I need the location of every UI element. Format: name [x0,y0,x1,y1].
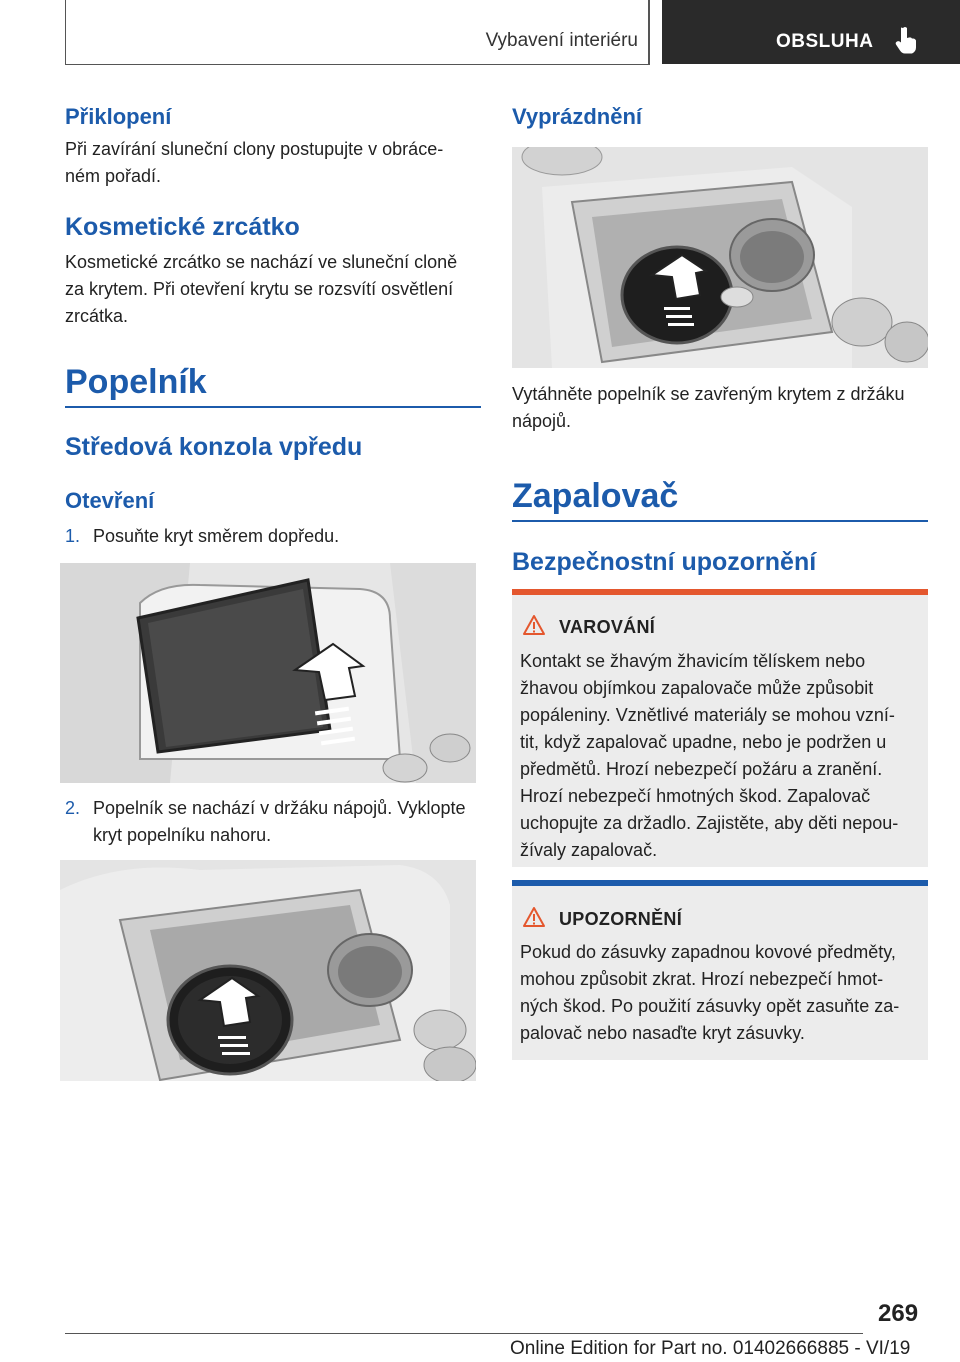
heading-kosmeticke-zrcatko: Kosmetické zrcátko [65,213,300,241]
text-line: mohou způsobit zkrat. Hrozí nebezpečí hmot- [520,969,884,989]
warning-title: VAROVÁNÍ [559,617,656,637]
console-cover-illustration [60,563,476,783]
text-line: popáleniny. Vznětlivé materiály se mohou vzní- [520,705,895,725]
notice-text [520,939,924,1047]
section-rule [512,520,928,522]
text-line: Hrozí nebezpečí hmotných škod. Zapalovač [520,786,871,806]
warning-box [512,595,928,867]
warning-text [520,648,924,864]
header-left-rule [65,0,66,64]
hand-pointer-icon [895,26,919,54]
section-rule [65,406,481,408]
text-line: za krytem. Při otevření krytu se rozsvítí osvětlení [65,279,454,299]
text-line: tit, když zapalovač upadne, nebo je podržen u [520,732,887,752]
text-line: ných škod. Po použití zásuvky opět zasuňte za- [520,996,900,1016]
heading-priklopeni: Přiklopení [65,104,172,129]
notice-title: UPOZORNĚNÍ [559,909,683,929]
step-2-number [65,795,80,822]
text-line: nápojů. [512,411,572,431]
text-line: Pokud do zásuvky zapadnou kovové předměty, [520,942,896,962]
priklopeni-text [65,136,485,190]
text-line: Kosmetické zrcátko se nachází ve sluneční cloně [65,252,458,272]
heading-stredova-konzola: Středová konzola vpředu [65,433,363,461]
heading-popelnik: Popelník [65,363,207,401]
header-separator [648,0,650,64]
header-bottom-rule [65,64,650,65]
console-cover-image [60,563,476,783]
text-line: Při zavírání sluneční clony postupujte v obráce- [65,139,444,159]
step-2-text [93,795,488,849]
ashtray-in-holder-illustration [60,860,476,1081]
warning-triangle-icon [522,614,546,636]
text-line: uchopujte za držadlo. Zajistěte, aby děti nepou- [520,813,899,833]
step-number: 1. [65,526,81,546]
page-number: 269 [878,1300,919,1327]
ashtray-in-holder-image [60,860,476,1081]
step-1-text: Posuňte kryt směrem dopředu. [93,526,340,546]
text-line: Kontakt se žhavým žhavicím tělískem nebo [520,651,866,671]
header-section-title: Vybavení interiéru [485,30,638,51]
heading-bezpecnostni-upozorneni: Bezpečnostní upozornění [512,548,817,576]
notice-triangle-icon [522,906,546,928]
text-line: ném pořadí. [65,166,162,186]
kosmeticke-text [65,249,485,330]
step-1-number [65,523,80,550]
text-line: kryt popelníku nahoru. [93,825,272,845]
heading-vyprazdneni: Vyprázdnění [512,104,642,129]
footer-edition: Online Edition for Part no. 01402666885 - VI/19 [510,1338,911,1359]
text-line: palovač nebo nasaďte kryt zásuvky. [520,1023,805,1043]
heading-otevreni: Otevření [65,488,155,513]
ashtray-removal-illustration [512,147,928,368]
heading-zapalovac: Zapalovač [512,477,679,515]
vyprazdneni-text [512,381,932,435]
step-number: 2. [65,798,81,818]
ashtray-removal-image [512,147,928,368]
text-line: zrcátka. [65,306,129,326]
text-line: žhavou objímkou zapalovače může způsobit [520,678,874,698]
text-line: Popelník se nachází v držáku nápojů. Vyklopte [93,798,466,818]
text-line: žívaly zapalovač. [520,840,658,860]
text-line: Vytáhněte popelník se zavřeným krytem z držáku [512,384,905,404]
notice-box [512,886,928,1060]
text-line: předmětů. Hrozí nebezpečí požáru a zranění. [520,759,883,779]
header-chapter-label: OBSLUHA [776,31,874,52]
footer-rule [65,1333,863,1334]
